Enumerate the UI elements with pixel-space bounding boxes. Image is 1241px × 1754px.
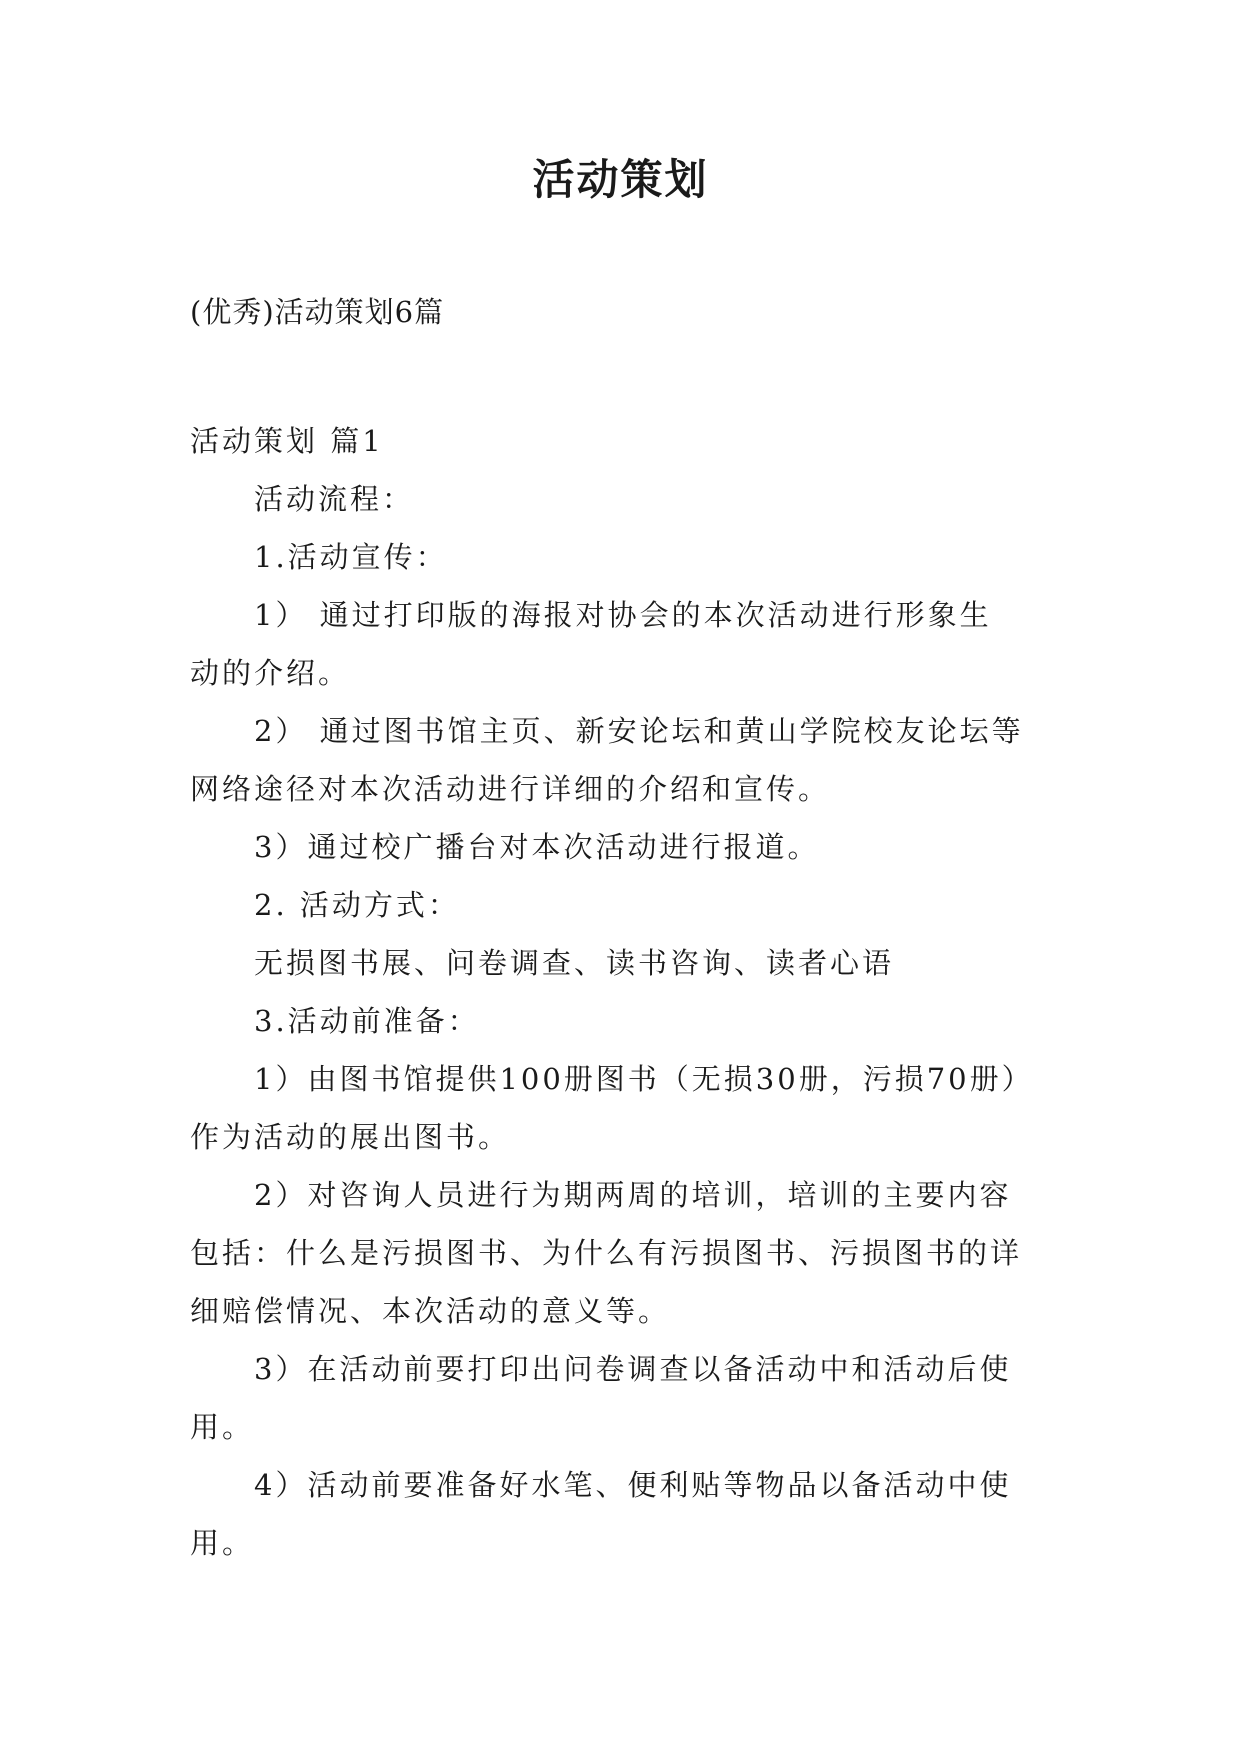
- paragraph-line: 2） 通过图书馆主页、新安论坛和黄山学院校友论坛等: [254, 714, 1024, 748]
- paragraph-line: 3.活动前准备：: [254, 1004, 480, 1038]
- section-heading: 活动策划 篇1: [190, 424, 384, 458]
- paragraph-line: 网络途径对本次活动进行详细的介绍和宣传。: [190, 772, 831, 806]
- paragraph-line: 1）由图书馆提供100册图书（无损30册，污损70册）: [254, 1062, 1034, 1096]
- paragraph-line: 3）在活动前要打印出问卷调查以备活动中和活动后使: [254, 1352, 1012, 1386]
- paragraph-line: 4）活动前要准备好水笔、便利贴等物品以备活动中使: [254, 1468, 1012, 1502]
- paragraph-line: 细赔偿情况、本次活动的意义等。: [190, 1294, 671, 1328]
- document-subtitle: (优秀)活动策划6篇: [190, 295, 445, 329]
- paragraph-line: 2）对咨询人员进行为期两周的培训，培训的主要内容: [254, 1178, 1012, 1212]
- paragraph-line: 活动流程：: [254, 482, 415, 516]
- document-title: 活动策划: [532, 155, 709, 204]
- paragraph-line: 作为活动的展出图书。: [190, 1120, 511, 1154]
- paragraph-line: 用。: [190, 1410, 255, 1444]
- paragraph-line: 2. 活动方式：: [254, 888, 460, 922]
- document-body: [190, 412, 1050, 1572]
- paragraph-line: 动的介绍。: [190, 656, 351, 690]
- paragraph-line: 1.活动宣传：: [254, 540, 448, 574]
- paragraph-line: 无损图书展、问卷调查、读书咨询、读者心语: [254, 946, 895, 980]
- paragraph-line: 3）通过校广播台对本次活动进行报道。: [254, 830, 820, 864]
- paragraph-line: 包括：什么是污损图书、为什么有污损图书、污损图书的详: [190, 1236, 1023, 1270]
- paragraph-line: 用。: [190, 1526, 255, 1560]
- paragraph-line: 1） 通过打印版的海报对协会的本次活动进行形象生: [254, 598, 992, 632]
